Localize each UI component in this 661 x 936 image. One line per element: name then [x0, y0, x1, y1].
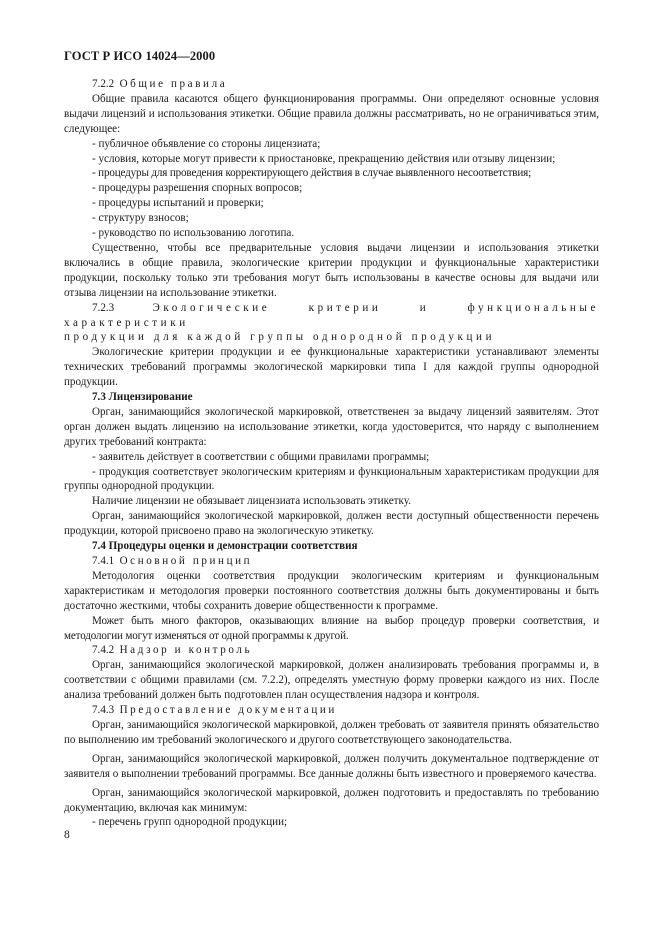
paragraph-text: Процедуры оценки и демонстрации соответствия: [108, 540, 358, 553]
section-heading: [64, 643, 599, 658]
paragraph: [64, 211, 599, 226]
paragraph: [64, 241, 599, 301]
paragraph: [64, 196, 599, 211]
section-heading: [64, 539, 599, 554]
page-number: 8: [64, 829, 70, 841]
paragraph-text: Общие правила: [119, 78, 228, 90]
paragraph-text: - перечень групп однородной продукции;: [92, 816, 288, 829]
paragraph: [64, 330, 599, 345]
paragraph: [64, 815, 599, 830]
paragraph-text: - структуру взносов;: [92, 212, 189, 225]
section-number: 7.2.2: [92, 78, 115, 90]
paragraph-text: Основной принцип: [119, 555, 253, 567]
paragraph-text: Предоставление документации: [119, 704, 337, 717]
section-number: 7.4.2: [92, 644, 115, 657]
paragraph-text: Орган, занимающийся экологической маркировкой, должен анализировать требования программы и, в соответствии с общими правилами (см. 7.2.2), определять уместную форму проверки каждого из них. После анализа требований должен быть подготовлен план осуществления надзора и контроля.: [64, 659, 599, 702]
paragraph: [64, 152, 599, 167]
paragraph: [64, 465, 599, 495]
paragraph-text: Экологические критерии и функциональные характеристики: [64, 301, 599, 329]
section-heading: [64, 301, 599, 331]
paragraph: [64, 226, 599, 241]
section-heading: [64, 703, 599, 718]
paragraph-text: Существенно, чтобы все предварительные условия выдачи лицензии и использования этикетки включались в общие правила, экологические критерии продукции и функциональные характеристики продукции, поскольку только эти требования могут быть использованы в качестве основы для выдачи или отзыва лицензии на использование этикетки.: [64, 241, 599, 299]
paragraph-text: - процедуры испытаний и проверки;: [92, 197, 264, 210]
paragraph-text: Орган, занимающийся экологической маркировкой, должен получить документальное подтверждение от заявителя о выполнении требований программы. Все данные должны быть известного и проверяемого качества.: [64, 752, 599, 780]
paragraph-text: Лицензирование: [108, 391, 193, 404]
paragraph: [64, 569, 599, 614]
document-body: [64, 77, 599, 830]
paragraph-text: Орган, занимающийся экологической маркировкой, должен требовать от заявителя принять обязательство по выполнению им требований экологического и другого соответствующего законодательства.: [64, 718, 599, 746]
paragraph-text: - процедуры для проведения корректирующего действия в случае выявленного несоответствия;: [92, 167, 532, 180]
paragraph-text: - руководство по использованию логотипа.: [92, 227, 295, 240]
paragraph-text: Надзор и контроль: [119, 644, 253, 657]
paragraph: [64, 166, 599, 181]
paragraph-text: Экологические критерии продукции и ее функциональные характеристики устанавливают элементы технических требований программы экологической маркировки типа I для каждой группы однородной продукции.: [64, 346, 599, 389]
paragraph: [64, 137, 599, 152]
section-number: 7.2.3: [92, 301, 115, 314]
section-heading: [64, 554, 599, 569]
section-number: 7.4.3: [92, 704, 115, 717]
paragraph: [64, 786, 599, 816]
paragraph-text: Может быть много факторов, оказывающих влияние на выбор процедур проверки соответствия, и методологии могут изменяться от одной программы к другой.: [64, 614, 599, 642]
paragraph: [64, 405, 599, 450]
paragraph: [64, 752, 599, 782]
paragraph-text: Наличие лицензии не обязывает лицензиата использовать этикетку.: [92, 495, 411, 508]
paragraph-text: Общие правила касаются общего функционирования программы. Они определяют основные условия выдачи лицензий и использования этикетки. Общие правила должны рассматривать, но не ограничиваться этим, следующее:: [64, 92, 599, 135]
section-number: 7.4.1: [92, 555, 115, 567]
paragraph: [64, 658, 599, 703]
section-number: 7.4: [92, 540, 106, 553]
paragraph: [64, 614, 599, 644]
paragraph: [64, 718, 599, 748]
paragraph: [64, 92, 599, 137]
paragraph-text: - публичное объявление со стороны лицензиата;: [92, 137, 321, 150]
paragraph: [64, 181, 599, 196]
paragraph-text: продукции для каждой группы однородной продукции: [64, 331, 496, 344]
paragraph-text: Орган, занимающийся экологической маркировкой, ответственен за выдачу лицензий заявителям. Этот орган должен выдать лицензию на использование этикетки, когда удостоверится, что наряду с выполнением других требований контракта:: [64, 405, 599, 448]
paragraph-text: - условия, которые могут привести к приостановке, прекращению действия или отзыву лицензии;: [92, 152, 556, 165]
paragraph-text: Методология оценки соответствия продукции экологическим критериям и функциональным характеристикам и методология проверки постоянного соответствия должны быть документированы и быть достаточно жесткими, чтобы сохранить доверие общественности к программе.: [64, 569, 599, 612]
paragraph-text: - заявитель действует в соответствии с общими правилами программы;: [92, 450, 430, 463]
section-number: 7.3: [92, 391, 106, 404]
paragraph: [64, 494, 599, 509]
section-heading: [64, 390, 599, 405]
paragraph-text: - продукция соответствует экологическим критериям и функциональным характеристикам продукции для группы однородной продукции.: [64, 465, 599, 493]
document-header: ГОСТ Р ИСО 14024—2000: [64, 49, 216, 63]
paragraph-text: Орган, занимающийся экологической маркировкой, должен подготовить и предоставлять по требованию документацию, включая как минимум:: [64, 786, 599, 814]
paragraph: [64, 345, 599, 390]
paragraph-text: Орган, занимающийся экологической маркировкой, должен вести доступный общественности перечень продукции, которой присвоено право на экологическую этикетку.: [64, 510, 599, 538]
paragraph: [64, 509, 599, 539]
paragraph: [64, 450, 599, 465]
paragraph-text: - процедуры разрешения спорных вопросов;: [92, 182, 303, 195]
section-heading: [64, 77, 599, 92]
